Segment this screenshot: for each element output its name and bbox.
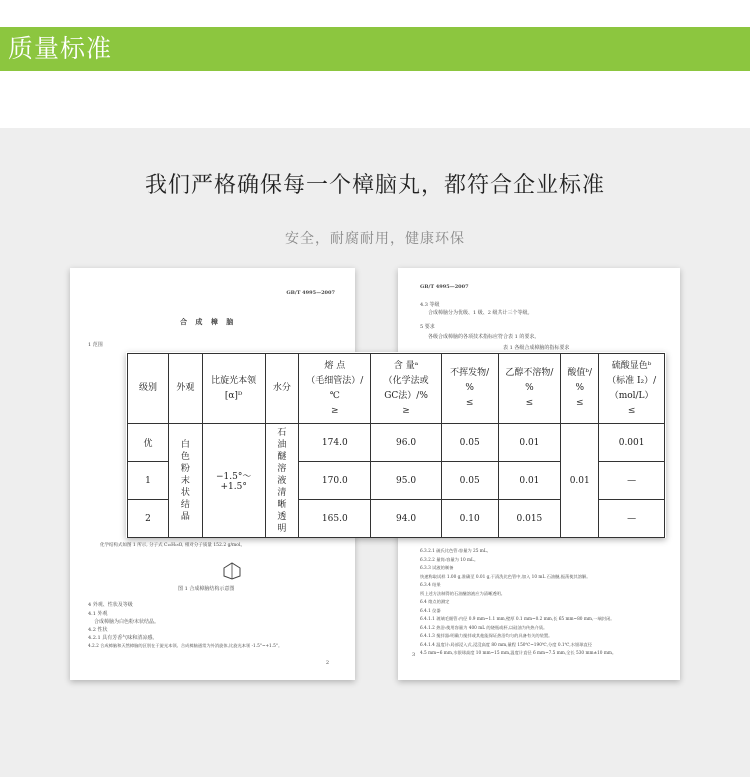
text-line: 6.3.2.1 硫氏比色管:容量为 25 mL。 — [420, 548, 491, 554]
text-line: 6.4.1.4 温度计:局部浸入式,浸没高度 80 mm,量程 150℃~190℃,分度 0.1℃,水银球直径 — [420, 642, 592, 648]
col-content: 含 量ᵃ （化学法或 GC法）/% ≥ — [371, 354, 441, 424]
cell-grade: 1 — [128, 462, 169, 500]
text-line: 6.4 熔点的测定 — [420, 599, 450, 605]
page-number: 2 — [325, 660, 329, 666]
page-title: 质量标准 — [8, 34, 113, 63]
cell-grade: 优 — [128, 424, 169, 462]
std-code: GB/T 4995—2007 — [420, 284, 469, 290]
section-heading: 4 外观、性状及等级 — [88, 602, 133, 608]
cell-melting: 174.0 — [299, 424, 371, 462]
subline: 安全，耐腐耐用，健康环保 — [285, 231, 465, 247]
headline: 我们严格确保每一个樟脑丸，都符合企业标准 — [144, 173, 605, 198]
text-line: 6.4.1.3 搅拌器:明确力搅拌或其他能保证热浴均匀的具备有关的装置。 — [420, 633, 553, 639]
text-line: 6.4.1 仪器 — [420, 608, 441, 614]
text-line: 6.4.1.2 热浴:使用容量为 400 mL 的烧瓶或杯,以硅油为传热介质。 — [420, 625, 548, 631]
col-rotation: 比旋光本领 [α]ᴰ — [202, 354, 265, 424]
text-line: 4.2.1 具有芳香气味和清凉感。 — [88, 635, 158, 641]
section-heading: 4.1 外观 — [88, 611, 108, 617]
figure-caption: 图 1 合成樟脑结构示意图 — [178, 586, 235, 592]
col-water: 水分 — [265, 354, 299, 424]
col-grade: 级别 — [128, 354, 169, 424]
formula-line: 化学结构式如图 1 所示, 分子式 C₁₀H₁₆O, 相对分子质量 152.2 g/mol。 — [100, 542, 245, 548]
cell-content: 96.0 — [371, 424, 441, 462]
cell-nonvolatile: 0.05 — [441, 424, 498, 462]
cell-content: 94.0 — [371, 500, 441, 538]
text-line: 6.4.1.1 玻璃毛细管:内径 0.9 mm~1.1 mm,壁厚 0.1 mm~0.2 mm,长 65 mm~80 mm,一端封闭。 — [420, 616, 615, 622]
col-melting: 熔 点 （毛细管法）/ ℃ ≥ — [299, 354, 371, 424]
spec-table — [127, 353, 665, 538]
col-appearance: 外观 — [169, 354, 203, 424]
cell-ethanol: 0.01 — [498, 462, 561, 500]
text-line: 4.5 mm~6 mm,水银球高度 10 mm~15 mm,温度计直径 6 mm~7.5 mm,全长 530 mm±10 mm。 — [420, 650, 617, 656]
text-line: 各级合成樟脑的各项技术指标应符合表 1 的要求。 — [428, 334, 540, 340]
structure-diagram — [220, 560, 244, 580]
section-heading: 5 要求 — [420, 324, 435, 330]
col-acid: 酸值ᵇ/ % ≤ — [561, 354, 599, 424]
text-line: 所上述方法制得的石油醚溶液应为清晰透明。 — [420, 591, 506, 597]
cell-rotation: −1.5°～ +1.5° — [202, 424, 265, 538]
col-ethanol: 乙醇不溶物/ % ≤ — [498, 354, 561, 424]
cell-nonvolatile: 0.05 — [441, 462, 498, 500]
text-line: 快速称取试样 1.00 g,准确至 0.01 g,于清洗比色管中,加入 10 mL 石油醚,振荡使其溶解。 — [420, 574, 591, 580]
table-caption: 表 1 各级合成樟脑的指标要求 — [503, 345, 570, 351]
cell-sulfate: — — [599, 462, 665, 500]
table-header-row — [128, 354, 665, 424]
cell-content: 95.0 — [371, 462, 441, 500]
spec-table-card — [126, 352, 666, 538]
section-heading: 1 范围 — [88, 342, 103, 348]
text-line: 6.3.4 结果 — [420, 582, 441, 588]
text-line: 合成樟脑为白色粉末状结晶。 — [94, 619, 160, 625]
text-line: 6.3.3 试液的制备 — [420, 565, 454, 571]
cell-nonvolatile: 0.10 — [441, 500, 498, 538]
cell-melting: 165.0 — [299, 500, 371, 538]
table-row — [128, 424, 665, 462]
cell-acid: 0.01 — [561, 424, 599, 538]
cell-melting: 170.0 — [299, 462, 371, 500]
doc-title: 合 成 樟 脑 — [180, 317, 237, 326]
page-number: 3 — [412, 652, 416, 658]
section-heading: 4.2 性状 — [88, 627, 108, 633]
cell-sulfate: — — [599, 500, 665, 538]
cell-water: 石油醚溶液清晰透明 — [265, 424, 299, 538]
header-bar — [0, 27, 750, 71]
section-heading: 4.3 等级 — [420, 302, 440, 308]
text-line: 合成樟脑分为优级、1 级、2 级共计三个等级。 — [428, 310, 533, 316]
col-sulfate: 硫酸显色ᵇ （标准 I₂）/ （mol/L） ≤ — [599, 354, 665, 424]
std-code: GB/T 4995—2007 — [286, 290, 335, 296]
cell-ethanol: 0.015 — [498, 500, 561, 538]
text-line: 6.3.2.2 量筒:容量为 10 mL。 — [420, 557, 479, 563]
cell-appearance: 白色粉末状结晶 — [169, 424, 203, 538]
cell-ethanol: 0.01 — [498, 424, 561, 462]
col-nonvolatile: 不挥发物/ % ≤ — [441, 354, 498, 424]
cell-sulfate: 0.001 — [599, 424, 665, 462]
cell-grade: 2 — [128, 500, 169, 538]
text-line: 4.2.2 合成樟脑和天然樟脑的区别在于旋光本领。合成樟脑通常为外消旋体,比旋光本领 -1.5°~+1.5°。 — [88, 643, 283, 649]
